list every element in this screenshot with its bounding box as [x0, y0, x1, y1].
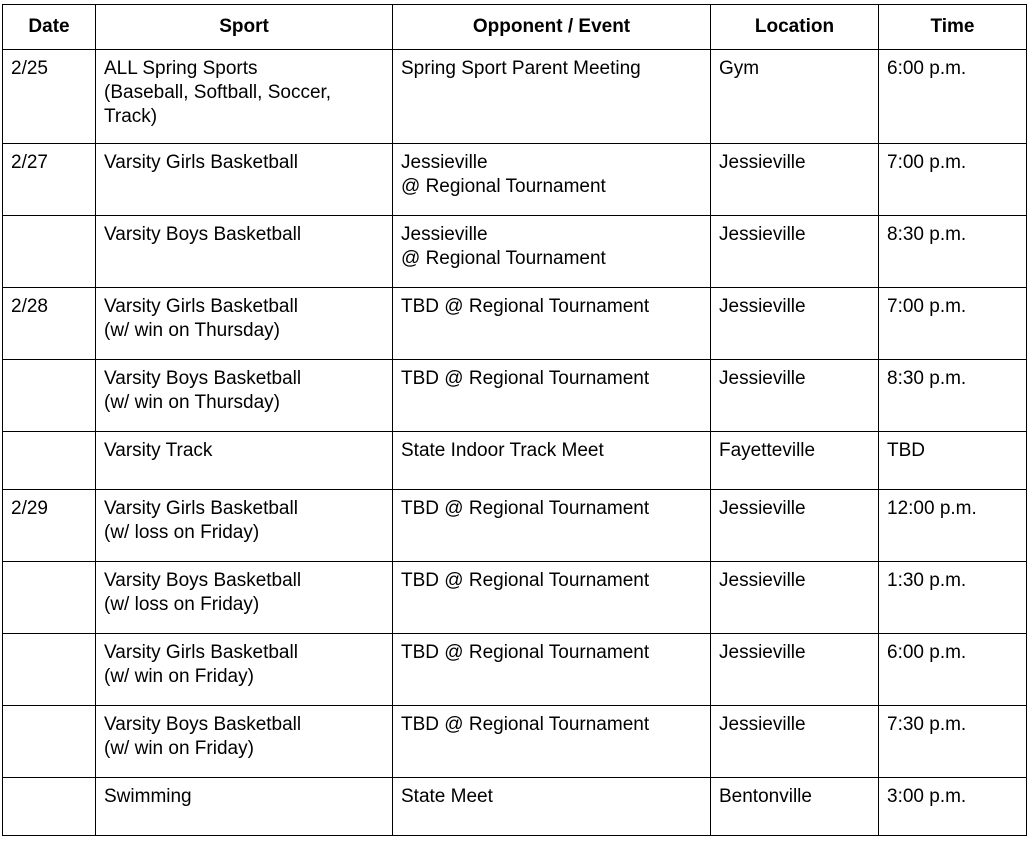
cell-event: TBD @ Regional Tournament [393, 288, 711, 360]
column-header-time: Time [879, 5, 1027, 50]
cell-date: 2/25 [3, 50, 96, 144]
cell-event: TBD @ Regional Tournament [393, 360, 711, 432]
table-row [3, 778, 1027, 836]
cell-date [3, 432, 96, 490]
cell-event: State Indoor Track Meet [393, 432, 711, 490]
cell-sport: Varsity Boys Basketball (w/ loss on Friday) [96, 562, 393, 634]
cell-date [3, 216, 96, 288]
column-header-sport: Sport [96, 5, 393, 50]
cell-sport: Varsity Boys Basketball [96, 216, 393, 288]
cell-location: Jessieville [711, 706, 879, 778]
cell-time: 6:00 p.m. [879, 50, 1027, 144]
cell-time: 7:00 p.m. [879, 144, 1027, 216]
cell-sport: Varsity Girls Basketball (w/ loss on Friday) [96, 490, 393, 562]
table-row [3, 360, 1027, 432]
cell-location: Jessieville [711, 490, 879, 562]
cell-date [3, 562, 96, 634]
cell-location: Fayetteville [711, 432, 879, 490]
cell-location: Jessieville [711, 634, 879, 706]
cell-sport: Varsity Girls Basketball (w/ win on Friday) [96, 634, 393, 706]
cell-event: TBD @ Regional Tournament [393, 706, 711, 778]
cell-time: 12:00 p.m. [879, 490, 1027, 562]
cell-event: TBD @ Regional Tournament [393, 490, 711, 562]
table-header-row [3, 5, 1027, 50]
table-row [3, 490, 1027, 562]
cell-sport: Varsity Boys Basketball (w/ win on Thursday) [96, 360, 393, 432]
cell-date [3, 706, 96, 778]
cell-date [3, 634, 96, 706]
cell-date: 2/27 [3, 144, 96, 216]
column-header-date: Date [3, 5, 96, 50]
cell-sport: ALL Spring Sports (Baseball, Softball, Soccer, Track) [96, 50, 393, 144]
schedule-table [2, 4, 1027, 836]
cell-time: 8:30 p.m. [879, 216, 1027, 288]
table-row [3, 288, 1027, 360]
cell-time: 1:30 p.m. [879, 562, 1027, 634]
cell-location: Gym [711, 50, 879, 144]
cell-event: Spring Sport Parent Meeting [393, 50, 711, 144]
column-header-location: Location [711, 5, 879, 50]
cell-time: TBD [879, 432, 1027, 490]
column-header-event: Opponent / Event [393, 5, 711, 50]
cell-event: TBD @ Regional Tournament [393, 634, 711, 706]
table-row [3, 144, 1027, 216]
table-row [3, 634, 1027, 706]
table-row [3, 706, 1027, 778]
cell-time: 6:00 p.m. [879, 634, 1027, 706]
cell-location: Jessieville [711, 144, 879, 216]
table-body [3, 50, 1027, 836]
table-row [3, 216, 1027, 288]
table-row [3, 432, 1027, 490]
cell-location: Jessieville [711, 360, 879, 432]
cell-time: 3:00 p.m. [879, 778, 1027, 836]
cell-date: 2/28 [3, 288, 96, 360]
cell-sport: Varsity Girls Basketball (w/ win on Thursday) [96, 288, 393, 360]
cell-event: TBD @ Regional Tournament [393, 562, 711, 634]
cell-location: Jessieville [711, 288, 879, 360]
cell-event: State Meet [393, 778, 711, 836]
cell-sport: Varsity Boys Basketball (w/ win on Friday) [96, 706, 393, 778]
cell-date: 2/29 [3, 490, 96, 562]
cell-event: Jessieville @ Regional Tournament [393, 216, 711, 288]
table-row [3, 50, 1027, 144]
cell-sport: Varsity Track [96, 432, 393, 490]
cell-time: 7:00 p.m. [879, 288, 1027, 360]
cell-location: Jessieville [711, 216, 879, 288]
table-row [3, 562, 1027, 634]
cell-sport: Varsity Girls Basketball [96, 144, 393, 216]
cell-sport: Swimming [96, 778, 393, 836]
cell-event: Jessieville @ Regional Tournament [393, 144, 711, 216]
cell-date [3, 778, 96, 836]
cell-time: 8:30 p.m. [879, 360, 1027, 432]
cell-date [3, 360, 96, 432]
cell-time: 7:30 p.m. [879, 706, 1027, 778]
cell-location: Jessieville [711, 562, 879, 634]
cell-location: Bentonville [711, 778, 879, 836]
